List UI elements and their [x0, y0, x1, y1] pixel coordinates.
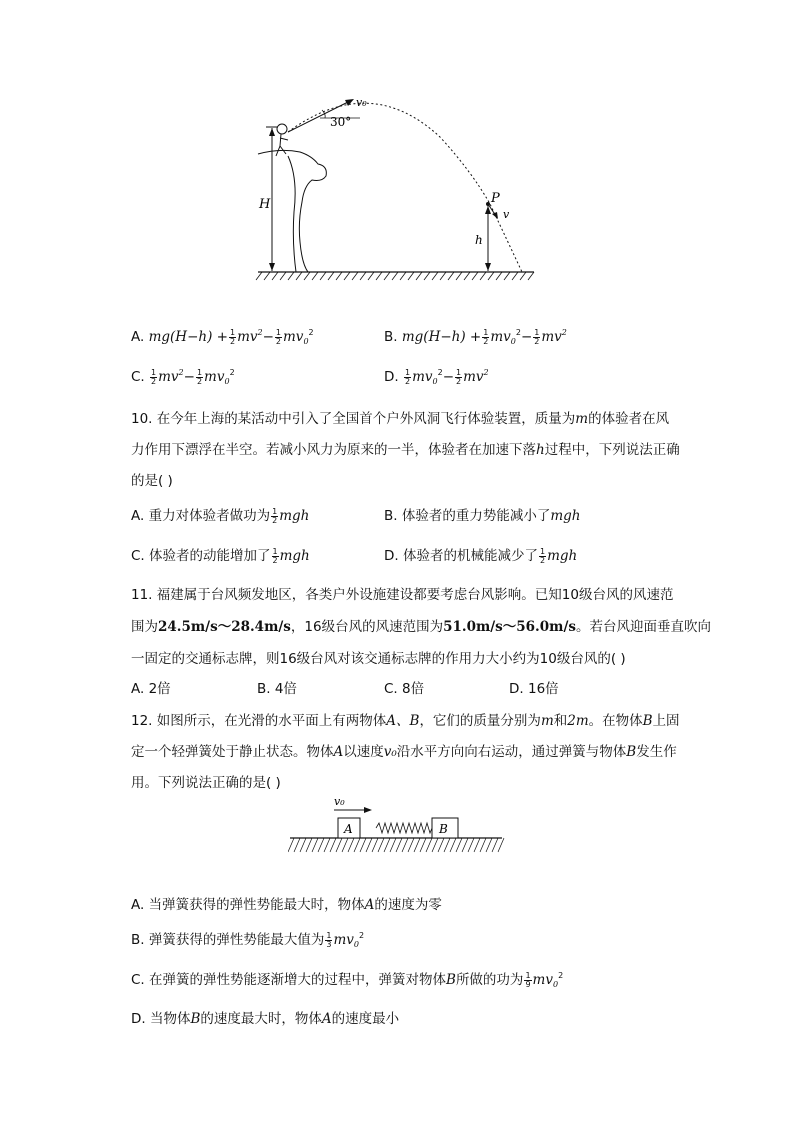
- text: 。若台风迎面垂直吹向: [575, 619, 711, 635]
- text: D. 当物体: [131, 1011, 191, 1027]
- fig-label-a: A: [344, 822, 353, 836]
- label-v: v: [503, 208, 510, 221]
- q12-option-a: [131, 893, 442, 913]
- label-v0: v₀: [356, 96, 367, 109]
- text: 力作用下漂浮在半空。若减小风力为原来的一半，体验者在加速下落: [131, 442, 536, 458]
- text: 的体验者在风: [588, 411, 670, 427]
- label-h: h: [475, 233, 483, 247]
- q11-option-c: C. 8倍: [384, 681, 425, 697]
- q10-line-2: [131, 438, 680, 458]
- text: A. 重力对体验者做功为: [131, 508, 271, 524]
- text: A. 当弹簧获得的弹性势能最大时，物体: [131, 897, 365, 913]
- text: ，它们的质量分别为: [419, 713, 541, 729]
- q9-option-a: A. mg(H−h) + $\frac{1}{2}$ $mv^2-$ $\frac{1}{2}$ $mv_0^2$: [131, 327, 314, 346]
- text: B. 弹簧获得的弹性势能最大值为: [131, 932, 325, 948]
- text: 沿水平方向向右运动，通过弹簧与物体: [396, 744, 627, 760]
- label-P: P: [491, 191, 500, 206]
- text: 所做的功为: [455, 972, 524, 988]
- q11-option-b: B. 4倍: [257, 681, 297, 697]
- option-letter: D.: [384, 369, 399, 385]
- text: 定一个轻弹簧处于静止状态。物体: [131, 744, 334, 760]
- q12-line-1: [131, 709, 680, 729]
- var-mgh: mgh: [550, 508, 581, 524]
- var-b: B: [626, 744, 637, 760]
- text: 。在物体: [588, 713, 643, 729]
- text: 的速度最小: [331, 1011, 400, 1027]
- text: 围为: [131, 619, 158, 635]
- text: 10. 在今年上海的某活动中引入了全国首个户外风洞飞行体验装置，质量为: [131, 411, 576, 427]
- q10-option-d: D. 体验者的机械能减少了 $\frac{1}{2}$ mgh: [384, 546, 578, 565]
- text: ，16级台风的风速范围为: [290, 619, 444, 635]
- text: 的是( ): [131, 473, 173, 489]
- text: B. 体验者的重力势能减小了: [384, 508, 551, 524]
- q9-option-c: C. $\frac{1}{2}$ $mv^2-$ $\frac{1}{2}$ $mv_0^2$: [131, 367, 235, 386]
- projectile-figure: [250, 92, 540, 284]
- text: C. 在弹簧的弹性势能逐渐增大的过程中，弹簧对物体: [131, 972, 447, 988]
- q10-line-3: [131, 469, 173, 489]
- text: 上固: [652, 713, 680, 729]
- q10-option-c: C. 体验者的动能增加了 $\frac{1}{2}$ mgh: [131, 546, 310, 565]
- label-H: H: [259, 197, 271, 212]
- text: 用。下列说法正确的是( ): [131, 775, 281, 791]
- var-mgh: mgh: [279, 548, 310, 564]
- text: 发生作: [636, 744, 677, 760]
- speed-range-16: 51.0m/s～56.0m/s: [443, 619, 576, 635]
- text: 和: [553, 713, 568, 729]
- var-b: B: [446, 972, 456, 988]
- q11-option-a: A. 2倍: [131, 681, 171, 697]
- var-v0: v₀: [383, 744, 397, 760]
- q12-option-b: B. 弹簧获得的弹性势能最大值为 $\frac{1}{3}$ $mv_0^2$: [131, 930, 365, 949]
- text: 以速度: [343, 744, 384, 760]
- q12-option-d: [131, 1007, 399, 1027]
- text: 一固定的交通标志牌，则16级台风对该交通标志牌的作用力大小约为10级台风的( ): [131, 651, 626, 667]
- q12-option-c: C. 在弹簧的弹性势能逐渐增大的过程中，弹簧对物体B所做的功为 $\frac{1}{9}$ $mv_0^2$: [131, 970, 564, 989]
- var-a: A: [321, 1011, 332, 1027]
- q9-option-b: B. mg(H−h) + $\frac{1}{2}$ $mv_0^2-$ $\frac{1}{2}$ $mv^2$: [384, 327, 567, 346]
- text: D. 体验者的机械能减少了: [384, 548, 538, 564]
- var-h: h: [536, 442, 545, 458]
- q11-option-d: D. 16倍: [509, 681, 559, 697]
- var-mgh: mgh: [547, 548, 578, 564]
- q10-option-a: A. 重力对体验者做功为 $\frac{1}{2}$ mgh: [131, 506, 310, 525]
- var-2m: 2m: [567, 713, 589, 729]
- q10-line-1: [131, 407, 669, 427]
- var-m: m: [575, 411, 589, 427]
- option-letter: C.: [131, 369, 145, 385]
- option-letter: A.: [131, 329, 145, 345]
- var-ab: A、B: [386, 713, 420, 729]
- q10-option-b: [384, 504, 580, 524]
- text: 过程中，下列说法正确: [544, 442, 680, 458]
- fig-label-v0: v₀: [334, 795, 345, 808]
- var-a: A: [364, 897, 375, 913]
- text: 的速度最大时，物体: [200, 1011, 322, 1027]
- spring-blocks-figure: [288, 792, 506, 856]
- text: 11. 福建属于台风频发地区，各类户外设施建设都要考虑台风影响。已知10级台风的风速范: [131, 587, 674, 603]
- q11-line-3: [131, 647, 626, 667]
- var-a: A: [333, 744, 344, 760]
- var-b: B: [642, 713, 653, 729]
- q11-line-2: [131, 615, 711, 635]
- q12-line-3: [131, 771, 281, 791]
- text: C. 体验者的动能增加了: [131, 548, 271, 564]
- var-mgh: mgh: [279, 508, 310, 524]
- var-m: m: [540, 713, 554, 729]
- label-angle: 30°: [330, 115, 352, 129]
- var-b: B: [190, 1011, 201, 1027]
- fig-label-b: B: [439, 822, 448, 836]
- q9-option-d: D. $\frac{1}{2}$ $mv_0^2-$ $\frac{1}{2}$ $mv^2$: [384, 367, 489, 386]
- text: 12. 如图所示，在光滑的水平面上有两物体: [131, 713, 387, 729]
- option-letter: B.: [384, 329, 398, 345]
- q11-line-1: [131, 583, 673, 603]
- text: 的速度为零: [374, 897, 442, 913]
- speed-range-10: 24.5m/s～28.4m/s: [158, 619, 291, 635]
- q12-line-2: [131, 740, 677, 760]
